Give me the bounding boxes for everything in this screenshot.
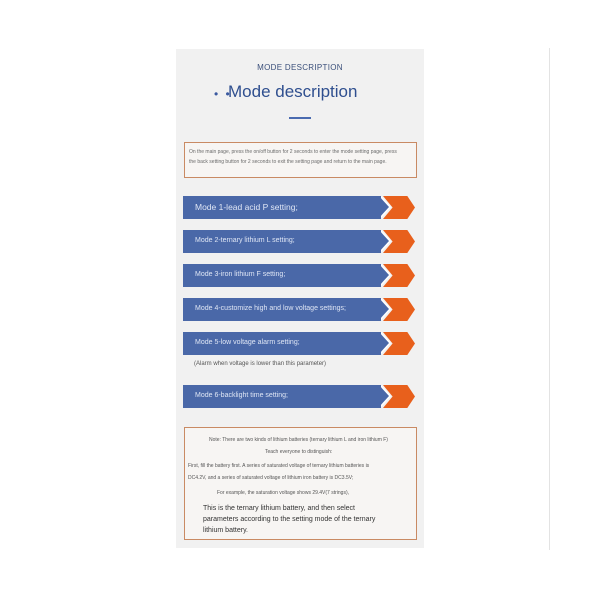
note-line: First, fill the battery first. A series of saturated voltage of ternary lithium batteries is: [188, 463, 370, 469]
note-line: DC4.2V, and a series of saturated voltage of lithium iron battery is DC3.5V;: [188, 475, 354, 481]
note-line: Teach everyone to distinguish:: [265, 449, 333, 455]
mode-6-banner: [183, 385, 418, 408]
mode-label: Mode 5-low voltage alarm setting;: [195, 339, 300, 346]
mode-label: Mode 6-backlight time setting;: [195, 392, 288, 399]
page-title: Mode description: [228, 82, 358, 101]
section-kicker: MODE DESCRIPTION: [257, 63, 343, 72]
right-divider-line: [549, 48, 550, 550]
note-line: Note: There are two kinds of lithium batteries (ternary lithium L and iron lithium F): [209, 437, 388, 443]
alarm-note: (Alarm when voltage is lower than this parameter): [194, 361, 327, 367]
mode-label: Mode 3-iron lithium F setting;: [195, 271, 286, 278]
note-line: For example, the saturation voltage shows 29.4V(7 strings),: [217, 490, 350, 496]
mode-3-banner: [183, 264, 418, 287]
mode-label: Mode 1-lead acid P setting;: [195, 202, 298, 212]
intro-line: the back setting button for 2 seconds to exit the setting page and return to the main page.: [189, 159, 387, 165]
mode-label: Mode 2-ternary lithium L setting;: [195, 237, 295, 244]
mode-description-panel: [176, 49, 424, 548]
title-underline: [289, 117, 311, 119]
intro-line: On the main page, press the on/off button for 2 seconds to enter the mode setting page, press: [189, 149, 397, 155]
mode-4-banner: [183, 298, 418, 321]
mode-2-banner: [183, 230, 418, 253]
mode-5-banner: [183, 332, 418, 355]
lithium-note-box: [184, 427, 417, 540]
note-line: This is the ternary lithium battery, and then select: [203, 505, 355, 512]
title-bullet-dots: • •: [214, 87, 232, 101]
note-line: lithium battery.: [203, 527, 248, 534]
intro-box: [184, 142, 417, 178]
mode-1-banner: [183, 196, 418, 219]
note-line: parameters according to the setting mode of the ternary: [203, 516, 376, 523]
mode-label: Mode 4-customize high and low voltage settings;: [195, 305, 346, 312]
